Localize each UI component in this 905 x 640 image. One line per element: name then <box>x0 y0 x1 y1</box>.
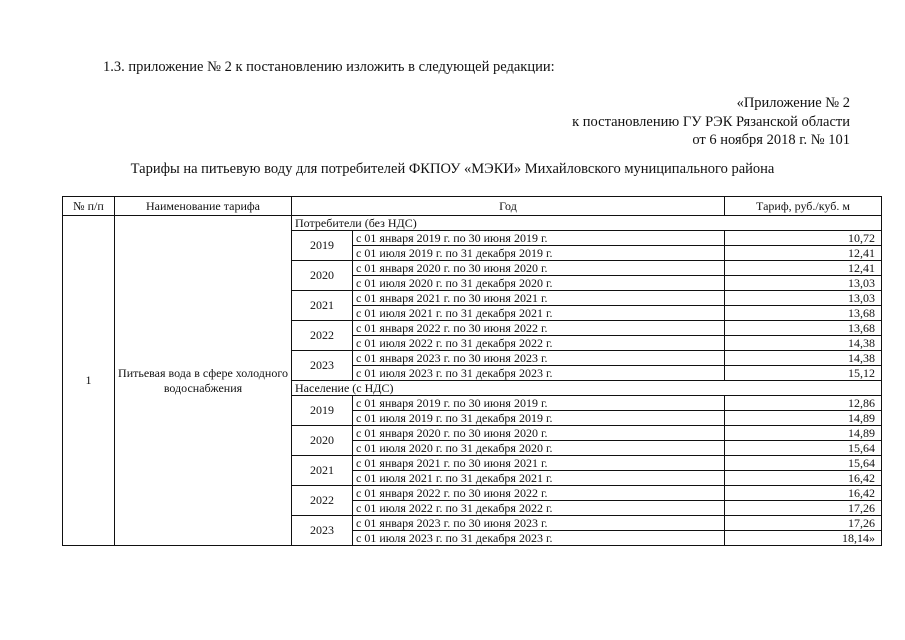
tariff-value-cell: 15,64 <box>725 441 882 456</box>
header-year: Год <box>292 197 725 216</box>
year-cell: 2022 <box>292 321 353 351</box>
tariff-value-cell: 12,86 <box>725 396 882 411</box>
table-group-row <box>63 216 882 231</box>
period-cell: с 01 января 2022 г. по 30 июня 2022 г. <box>353 321 725 336</box>
tariff-value-cell: 18,14» <box>725 531 882 546</box>
period-cell: с 01 января 2022 г. по 30 июня 2022 г. <box>353 486 725 501</box>
tariff-table-body <box>63 216 882 546</box>
appendix-reference <box>572 94 850 150</box>
period-cell: с 01 января 2021 г. по 30 июня 2021 г. <box>353 291 725 306</box>
tariff-value-cell: 12,41 <box>725 261 882 276</box>
year-cell: 2021 <box>292 291 353 321</box>
period-cell: с 01 июля 2022 г. по 31 декабря 2022 г. <box>353 336 725 351</box>
period-cell: с 01 июля 2022 г. по 31 декабря 2022 г. <box>353 501 725 516</box>
period-cell: с 01 января 2020 г. по 30 июня 2020 г. <box>353 426 725 441</box>
period-cell: с 01 января 2021 г. по 30 июня 2021 г. <box>353 456 725 471</box>
period-cell: с 01 января 2023 г. по 30 июня 2023 г. <box>353 516 725 531</box>
header-number: № п/п <box>63 197 115 216</box>
year-cell: 2020 <box>292 426 353 456</box>
tariff-value-cell: 14,89 <box>725 426 882 441</box>
consumer-group-title: Потребители (без НДС) <box>292 216 882 231</box>
period-cell: с 01 июля 2019 г. по 31 декабря 2019 г. <box>353 246 725 261</box>
period-cell: с 01 июля 2020 г. по 31 декабря 2020 г. <box>353 276 725 291</box>
tariff-value-cell: 13,03 <box>725 291 882 306</box>
header-tariff-name: Наименование тарифа <box>115 197 292 216</box>
period-cell: с 01 июля 2021 г. по 31 декабря 2021 г. <box>353 306 725 321</box>
tariff-value-cell: 10,72 <box>725 231 882 246</box>
tariff-value-cell: 17,26 <box>725 501 882 516</box>
period-cell: с 01 января 2020 г. по 30 июня 2020 г. <box>353 261 725 276</box>
period-cell: с 01 июля 2021 г. по 31 декабря 2021 г. <box>353 471 725 486</box>
tariff-value-cell: 14,38 <box>725 351 882 366</box>
period-cell: с 01 июля 2019 г. по 31 декабря 2019 г. <box>353 411 725 426</box>
period-cell: с 01 января 2023 г. по 30 июня 2023 г. <box>353 351 725 366</box>
intro-paragraph: 1.3. приложение № 2 к постановлению изложить в следующей редакции: <box>103 59 555 75</box>
tariff-value-cell: 16,42 <box>725 471 882 486</box>
period-cell: с 01 января 2019 г. по 30 июня 2019 г. <box>353 231 725 246</box>
appendix-line-2: к постановлению ГУ РЭК Рязанской области <box>572 113 850 130</box>
header-tariff-value: Тариф, руб./куб. м <box>725 197 882 216</box>
document-title: Тарифы на питьевую воду для потребителей ФКПОУ «МЭКИ» Михайловского муниципального района <box>130 161 775 177</box>
appendix-line-3: от 6 ноября 2018 г. № 101 <box>692 132 850 148</box>
year-cell: 2022 <box>292 486 353 516</box>
tariff-table <box>62 196 882 546</box>
appendix-line-1: «Приложение № 2 <box>736 95 850 111</box>
tariff-value-cell: 14,38 <box>725 336 882 351</box>
row-number-cell: 1 <box>63 216 115 546</box>
year-cell: 2019 <box>292 231 353 261</box>
tariff-value-cell: 15,64 <box>725 456 882 471</box>
year-cell: 2023 <box>292 351 353 381</box>
tariff-value-cell: 13,03 <box>725 276 882 291</box>
year-cell: 2019 <box>292 396 353 426</box>
period-cell: с 01 июля 2020 г. по 31 декабря 2020 г. <box>353 441 725 456</box>
year-cell: 2023 <box>292 516 353 546</box>
tariff-value-cell: 17,26 <box>725 516 882 531</box>
period-cell: с 01 января 2019 г. по 30 июня 2019 г. <box>353 396 725 411</box>
period-cell: с 01 июля 2023 г. по 31 декабря 2023 г. <box>353 531 725 546</box>
tariff-value-cell: 14,89 <box>725 411 882 426</box>
tariff-value-cell: 13,68 <box>725 306 882 321</box>
consumer-group-title: Население (с НДС) <box>292 381 882 396</box>
year-cell: 2021 <box>292 456 353 486</box>
tariff-value-cell: 16,42 <box>725 486 882 501</box>
tariff-value-cell: 12,41 <box>725 246 882 261</box>
year-cell: 2020 <box>292 261 353 291</box>
tariff-name-cell: Питьевая вода в сфере холодного водоснабжения <box>115 216 292 546</box>
table-header-row <box>63 197 882 216</box>
tariff-value-cell: 15,12 <box>725 366 882 381</box>
tariff-value-cell: 13,68 <box>725 321 882 336</box>
period-cell: с 01 июля 2023 г. по 31 декабря 2023 г. <box>353 366 725 381</box>
